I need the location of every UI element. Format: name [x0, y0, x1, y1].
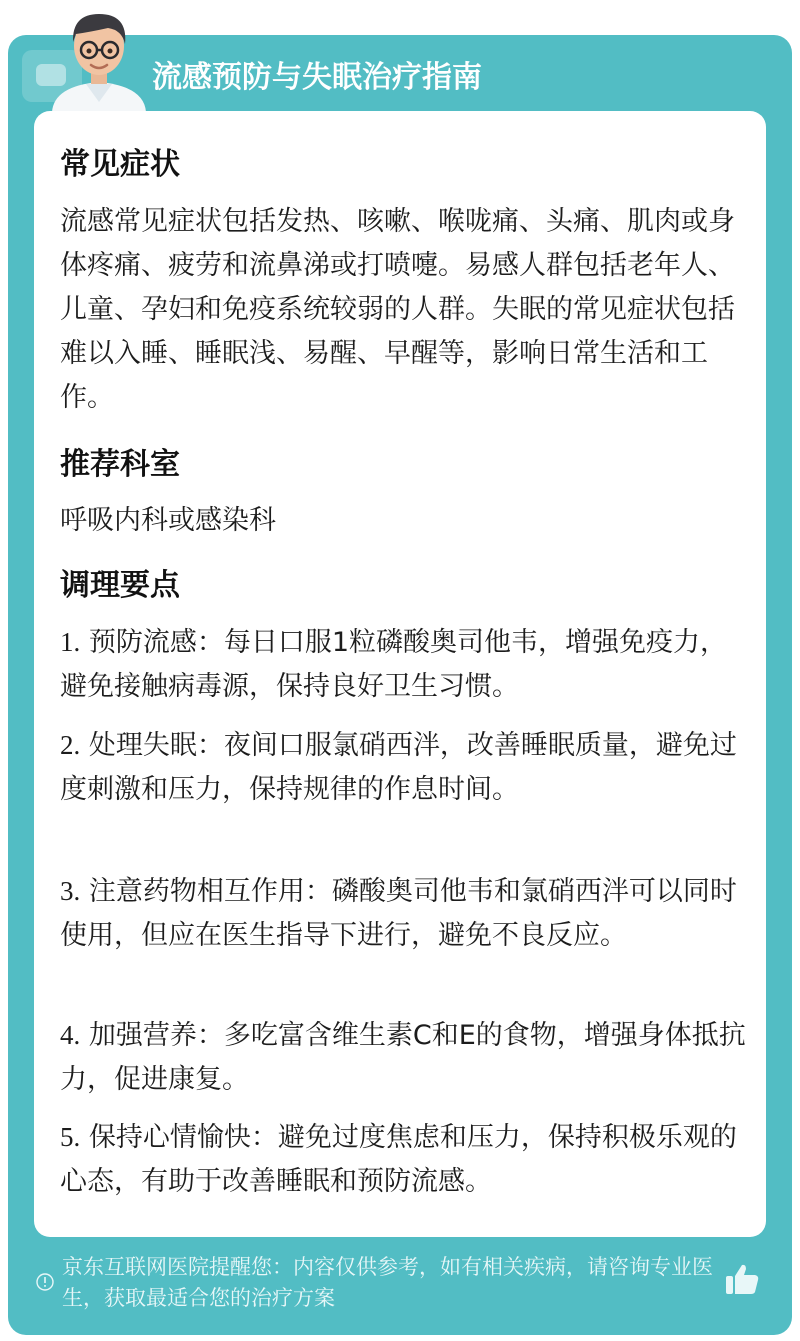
info-icon [36, 1273, 54, 1291]
care-item-number: 4. [60, 1020, 81, 1050]
disclaimer-text: 京东互联网医院提醒您：内容仅供参考，如有相关疾病，请咨询专业医生，获取最适合您的治疗方案 [62, 1255, 713, 1310]
content-card [34, 111, 766, 1237]
care-item-number: 1. [60, 627, 81, 657]
care-item-number: 2. [60, 730, 81, 760]
care-item [60, 620, 750, 709]
care-item-text: 处理失眠：夜间口服氯硝西泮，改善睡眠质量，避免过度刺激和压力，保持规律的作息时间。 [60, 730, 737, 805]
department-heading: 推荐科室 [60, 447, 180, 482]
thumbs-up-icon[interactable] [724, 1262, 760, 1296]
care-item [60, 869, 750, 958]
doctor-avatar [44, 4, 154, 112]
care-item [60, 723, 750, 812]
care-item-number: 3. [60, 876, 81, 906]
page-title: 流感预防与失眠治疗指南 [152, 60, 482, 95]
care-item-text: 保持心情愉快：避免过度焦虑和压力，保持积极乐观的心态，有助于改善睡眠和预防流感。 [60, 1122, 737, 1197]
care-item-text: 注意药物相互作用：磷酸奥司他韦和氯硝西泮可以同时使用，但应在医生指导下进行，避免不良反应。 [60, 876, 737, 951]
symptoms-heading: 常见症状 [60, 147, 180, 182]
department-text: 呼吸内科或感染科 [60, 505, 276, 536]
care-item-number: 5. [60, 1122, 81, 1152]
care-heading: 调理要点 [60, 568, 180, 603]
care-item [60, 1013, 750, 1102]
symptoms-text: 流感常见症状包括发热、咳嗽、喉咙痛、头痛、肌肉或身体疼痛、疲劳和流鼻涕或打喷嚏。易感人群包括老年人、儿童、孕妇和免疫系统较弱的人群。失眠的常见症状包括难以入睡、睡眠浅、易醒、早醒等，影响日常生活和工作。 [60, 206, 735, 413]
care-item [60, 1115, 750, 1204]
care-item-text: 加强营养：多吃富含维生素C和E的食物，增强身体抵抗力，促进康复。 [60, 1020, 746, 1095]
care-item-text: 预防流感：每日口服1粒磷酸奥司他韦，增强免疫力，避免接触病毒源，保持良好卫生习惯。 [60, 627, 728, 702]
